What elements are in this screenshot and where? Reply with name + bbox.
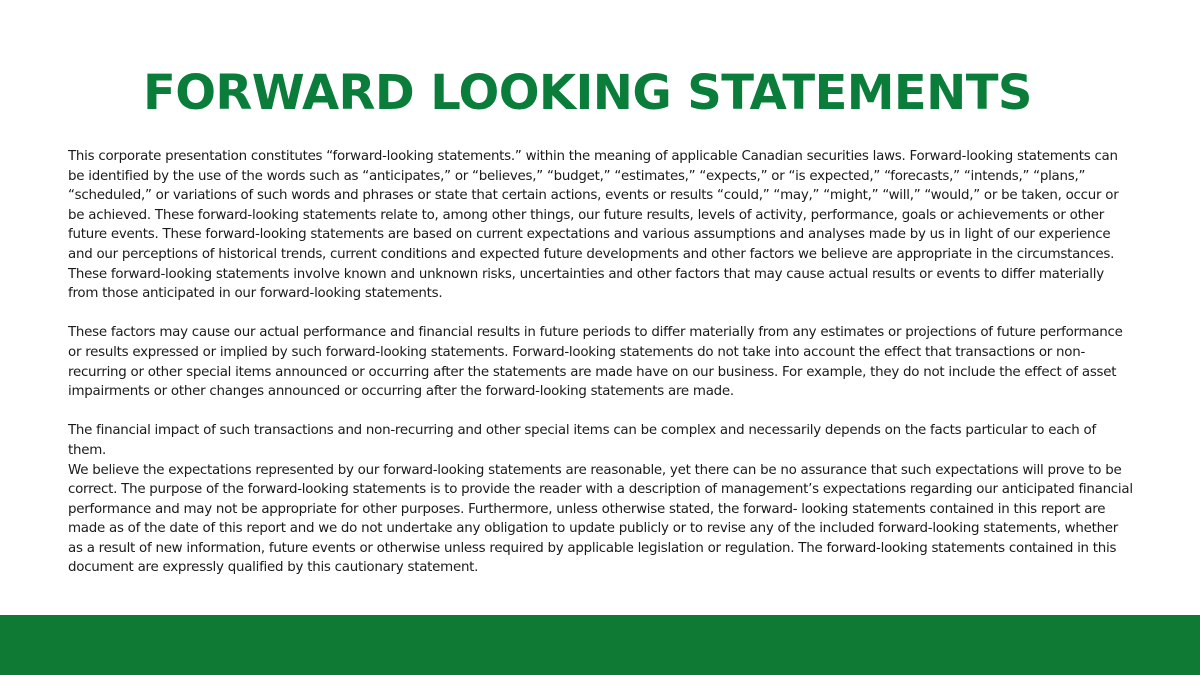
footer-bar	[0, 615, 1200, 675]
paragraph-factors: These factors may cause our actual performance and financial results in future periods to differ materially from any estimates or projections of future performance or results expressed or implied by such forward-looking statements. Forward-looking statements do not take into account the effect that transactions or non-recurring or other special items announced or occurring after the statements are made have on our business. For example, they do not include the effect of asset impairments or other changes announced or occurring after the forward-looking statements are made.	[68, 325, 1123, 400]
disclaimer-body	[68, 147, 1134, 578]
paragraph-financial-impact: The financial impact of such transactions and non-recurring and other special items can be complex and necessarily depends on the facts particular to each of them.	[68, 423, 1096, 458]
slide-title: FORWARD LOOKING STATEMENTS	[143, 65, 1032, 121]
paragraph-expectations: We believe the expectations represented by our forward-looking statements are reasonable, yet there can be no assurance that such expectations will prove to be correct. The purpose of the forward-looking statements is to provide the reader with a description of management’s expectations regarding our anticipated financial performance and may not be appropriate for other purposes. Furthermore, unless otherwise stated, the forward- looking statements contained in this report are made as of the date of this report and we do not undertake any obligation to update publicly or to revise any of the included forward-looking statements, whether as a result of new information, future events or otherwise unless required by applicable legislation or regulation. The forward-looking statements contained in this document are expressly qualified by this cautionary statement.	[68, 462, 1133, 576]
paragraph-intro: This corporate presentation constitutes “forward-looking statements.” within the meaning of applicable Canadian securities laws. Forward-looking statements can be identified by the use of the words such as “anticipates,” or “believes,” “budget,” “estimates,” “expects,” or “is expected,” “forecasts,” “intends,” “plans,” “scheduled,” or variations of such words and phrases or state that certain actions, events or results “could,” “may,” “might,” “will,” “would,” or be taken, occur or be achieved. These forward-looking statements relate to, among other things, our future results, levels of activity, performance, goals or achievements or other future events. These forward-looking statements are based on current expectations and various assumptions and analyses made by us in light of our experience and our perceptions of historical trends, current conditions and expected future developments and other factors we believe are appropriate in the circumstances. These forward-looking statements involve known and unknown risks, uncertainties and other factors that may cause actual results or events to differ materially from those anticipated in our forward-looking statements.	[68, 149, 1119, 302]
